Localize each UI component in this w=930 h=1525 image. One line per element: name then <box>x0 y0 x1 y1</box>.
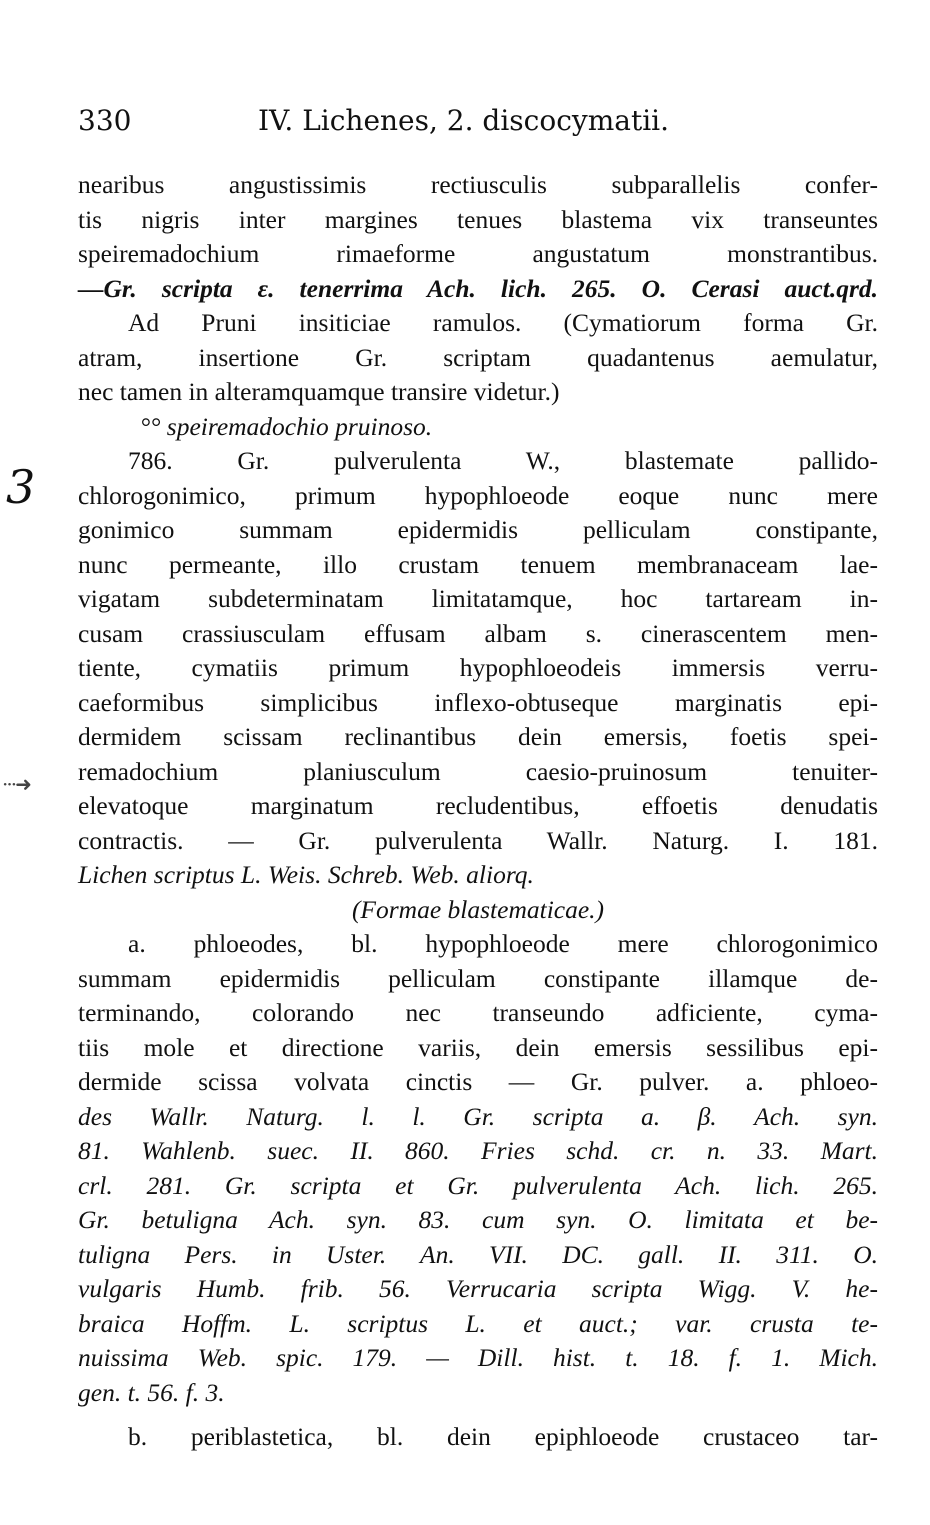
text-line: —Gr. scripta ε. tenerrima Ach. lich. 265. O. Cerasi auct.qrd. <box>78 273 878 303</box>
text-line: summam epidermidis pelliculam constipante illamque de- <box>78 963 878 993</box>
paragraph-gap <box>78 1410 878 1420</box>
text-line: speiremadochium rimaeforme angustatum monstrantibus. <box>78 239 878 268</box>
text-line: nec tamen in alteramquamque transire videtur.) <box>78 377 560 406</box>
text-line: 81. Wahlenb. suec. II. 860. Fries schd. cr. n. 33. Mart. <box>78 1136 878 1165</box>
species-heading-line: 786. Gr. pulverulenta W., blastemate pallido- <box>128 446 878 475</box>
text-line: tuligna Pers. in Uster. An. VII. DC. gall. II. 311. O. <box>78 1239 878 1269</box>
form-b-line: b. periblastetica, bl. dein epiphloeode crustaceo tar- <box>128 1422 878 1451</box>
running-title: IV. Lichenes, 2. discocymatii. <box>258 104 670 137</box>
subsection-heading: °° speiremadochio pruinoso. <box>140 411 433 441</box>
text-line: vulgaris Humb. frib. 56. Verrucaria scripta Wigg. V. he- <box>78 1274 878 1303</box>
text-line: tis nigris inter margines tenues blastema vix transeuntes <box>78 204 878 234</box>
text-line: cusam crassiusculam effusam albam s. cinerascentem men- <box>78 618 878 648</box>
text-line: crl. 281. Gr. scripta et Gr. pulverulenta Ach. lich. 265. <box>78 1170 878 1200</box>
text-line: dermide scissa volvata cinctis — Gr. pulver. a. phloeo- <box>78 1067 878 1096</box>
text-line: nunc permeante, illo crustam tenuem membranaceam lae- <box>78 549 878 579</box>
text-line: remadochium planiusculum caesio-pruinosum tenuiter- <box>78 756 878 786</box>
margin-annotation: 3 <box>6 460 36 514</box>
text-line: Lichen scriptus L. Weis. Schreb. Web. aliorq. <box>78 860 534 889</box>
page-number: 330 <box>78 104 132 137</box>
text-line: nuissima Web. spic. 179. — Dill. hist. t. 18. f. 1. Mich. <box>78 1343 878 1372</box>
page-header <box>78 104 878 144</box>
text-line: elevatoque marginatum recludentibus, effoetis denudatis <box>78 791 878 820</box>
text-line: gonimico summam epidermidis pelliculam constipante, <box>78 515 878 544</box>
text-line: contractis. — Gr. pulverulenta Wallr. Naturg. I. 181. <box>78 825 878 855</box>
text-line: caeformibus simplicibus inflexo-obtuseque marginatis epi- <box>78 687 878 717</box>
margin-pointer-mark: ···➜ <box>2 772 30 796</box>
text-line: gen. t. 56. f. 3. <box>78 1377 225 1407</box>
text-line: des Wallr. Naturg. l. l. Gr. scripta a. β. Ach. syn. <box>78 1101 878 1131</box>
text-line: terminando, colorando nec transeundo adficiente, cyma- <box>78 998 878 1027</box>
text-line: dermidem scissam reclinantibus dein emersis, foetis spei- <box>78 722 878 751</box>
body-text <box>78 168 878 1455</box>
forms-heading: (Formae blastematicae.) <box>351 894 605 924</box>
text-line: nearibus angustissimis rectiusculis subparallelis confer- <box>78 170 878 199</box>
text-line: tiis mole et directione variis, dein emersis sessilibus epi- <box>78 1032 878 1062</box>
text-line: tiente, cymatiis primum hypophloeodeis immersis verru- <box>78 653 878 682</box>
text-line: braica Hoffm. L. scriptus L. et auct.; var. crusta te- <box>78 1308 878 1338</box>
text-line: atram, insertione Gr. scriptam quadantenus aemulatur, <box>78 342 878 372</box>
text-line: Gr. betuligna Ach. syn. 83. cum syn. O. limitata et be- <box>78 1205 878 1234</box>
text-line: chlorogonimico, primum hypophloeode eoque nunc mere <box>78 480 878 510</box>
form-a-line: a. phloeodes, bl. hypophloeode mere chlorogonimico <box>128 929 878 958</box>
text-line: Ad Pruni insiticiae ramulos. (Cymatiorum forma Gr. <box>128 308 878 337</box>
text-line: vigatam subdeterminatam limitatamque, hoc tartaream in- <box>78 584 878 613</box>
